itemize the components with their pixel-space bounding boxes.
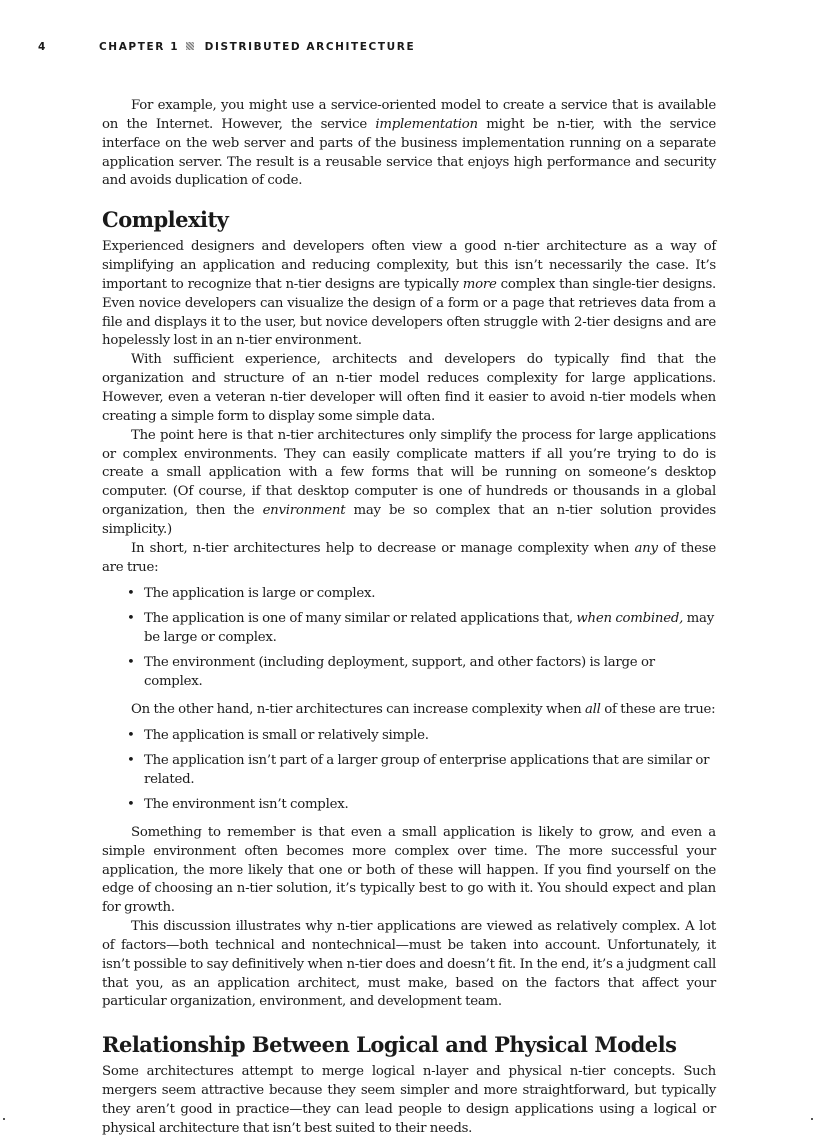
bullet-list-complex	[102, 585, 716, 691]
bullet-icon: •	[127, 611, 135, 627]
relationship-heading: Relationship Between Logical and Physical Models	[102, 1032, 677, 1058]
crop-mark-right	[811, 1118, 813, 1120]
relationship-paragraph-1: Some architectures attempt to merge logical n-layer and physical n-tier concepts. Such mergers seem attractive because they seem simpler and more straightforward, but typically they aren’t good in practice—they can lead people to design applications using a logical or physical architecture that isn’t best suited to their needs.	[102, 1064, 716, 1136]
complexity-paragraph-7: This discussion illustrates why n-tier applications are viewed as relatively complex. A lot of factors—both technical and nontechnical—must be taken into account. Unfortunately, it isn’t possible to say definitively when n-tier does and doesn’t fit. In the end, it’s a judgment call that you, as an application architect, must make, based on the factors that affect your particular organization, environment, and development team.	[102, 919, 716, 1010]
bullet-icon: •	[127, 797, 135, 812]
running-head	[38, 41, 738, 57]
intro-paragraph: For example, you might use a service-oriented model to create a service that is available on the Internet. However, the service implementation might be n-tier, with the service interface on the web server and parts of the business implementation running on a separate application server. The result is a reusable service that enjoys high performance and security and avoids duplication of code.	[102, 98, 716, 189]
chapter-label: CHAPTER 1	[99, 41, 180, 53]
crop-mark-left	[3, 1118, 5, 1120]
chapter-title: DISTRIBUTED ARCHITECTURE	[204, 41, 416, 53]
complexity-paragraph-2: With sufficient experience, architects and developers do typically find that the organization and structure of an n-tier model reduces complexity for large applications. However, even a veteran n-tier developer will often find it easier to avoid n-tier models when creating a simple form to display some simple data.	[102, 352, 716, 424]
list-item: • The application is small or relatively simple.	[102, 727, 716, 746]
complexity-paragraph-6: Something to remember is that even a small application is likely to grow, and even a simple environment often becomes more complex over time. The more successful your application, the more likely that one or both of these will happen. If you find yourself on the edge of choosing an n-tier solution, it’s typically best to go with it. You should expect and plan for growth.	[102, 824, 716, 916]
page-body	[102, 97, 716, 1139]
chapter-heading	[99, 41, 415, 53]
complexity-heading: Complexity	[102, 207, 229, 233]
list-item: • The application isn’t part of a larger group of enterprise applications that are similar or related.	[127, 753, 710, 788]
complexity-paragraph-4: In short, n-tier architectures help to decrease or manage complexity when any of these are true:	[102, 540, 716, 575]
complexity-paragraph-3: The point here is that n-tier architectures only simplify the process for large applications or complex environments. They can easily complicate matters if all you’re trying to do is create a small application with a few forms that will be running on someone’s desktop computer. (Of course, if that desktop computer is one of hundreds or thousands in a global organization, then the environment may be so complex that an n-tier solution provides simplicity.)	[102, 427, 716, 537]
page-number: 4	[38, 41, 47, 53]
bullet-icon: •	[127, 728, 135, 744]
bullet-icon: •	[127, 753, 135, 769]
list-item: • The application is one of many similar or related applications that, when combined, may be large or complex.	[127, 611, 714, 646]
complexity-paragraph-5: On the other hand, n-tier architectures can increase complexity when all of these are true:	[131, 701, 716, 717]
bullet-list-simple	[102, 727, 716, 814]
complexity-paragraph-1: Experienced designers and developers often view a good n-tier architecture as a way of simplifying an application and reducing complexity, but this isn’t necessarily the case. It’s important to recognize that n-tier designs are typically more complex than single-tier designs. Even novice developers can visualize the design of a form or a page that retrieves data from a file and displays it to the user, but novice developers often struggle with 2-tier designs and are hopelessly lost in an n-tier environment.	[102, 239, 716, 349]
list-item: • The environment isn’t complex.	[102, 796, 716, 815]
list-item: • The environment (including deployment, support, and other factors) is large or complex.	[127, 654, 655, 689]
bullet-icon: •	[127, 586, 135, 602]
list-item: • The application is large or complex.	[102, 585, 716, 604]
separator-icon	[186, 42, 194, 50]
bullet-icon: •	[127, 654, 135, 670]
